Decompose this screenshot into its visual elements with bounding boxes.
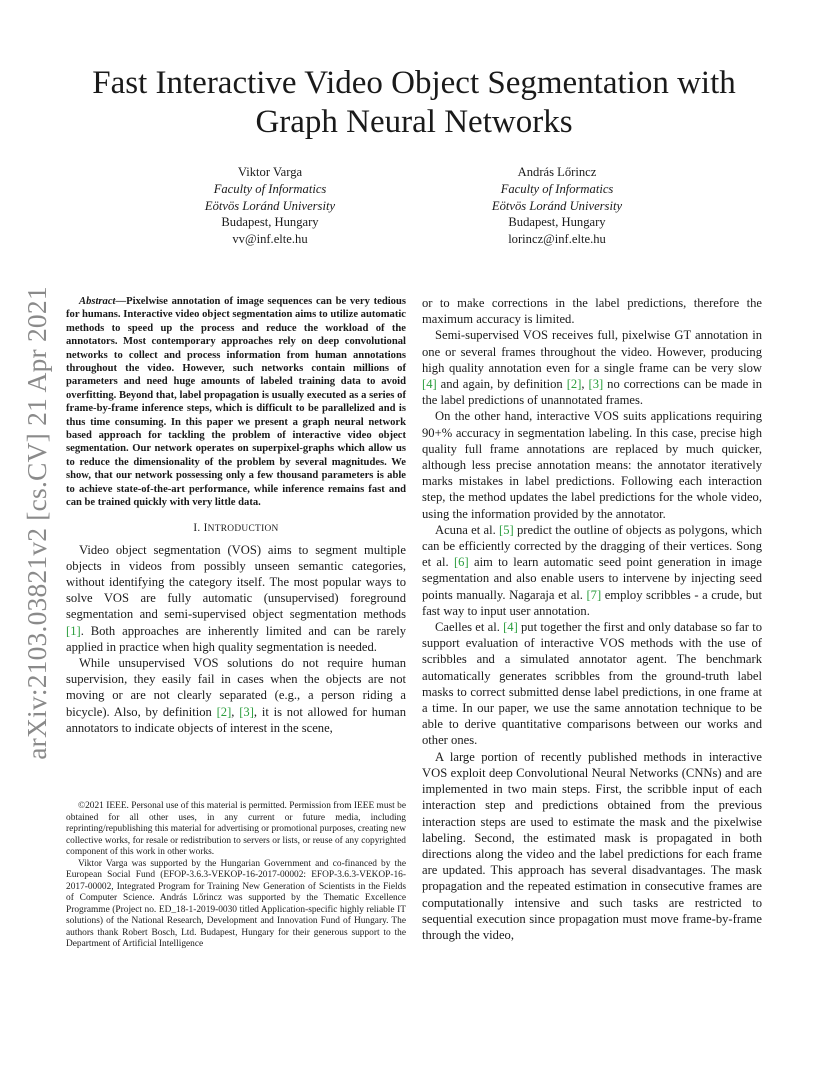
arxiv-sidebar [22,285,52,760]
text: no corrections can be made in the label predictions of unannotated frames. [422,377,762,408]
right-column [422,295,762,943]
author-faculty: Faculty of Informatics [500,181,614,196]
citation-link[interactable]: [5] [499,522,514,537]
intro-paragraph-5 [422,522,762,619]
text: While unsupervised VOS solutions do not require human supervision, they easily fail in cases when the objects are not moving or are not clearly separated (e.g., a person riding a bicycle). Also, by definition [66,655,406,719]
footnotes [66,801,406,951]
text: and again, by definition [436,377,567,392]
funding-note: Viktor Varga was supported by the Hungarian Government and co-financed by the European Social Fund (EFOP-3.6.3-VEKOP-16-2017-00002: EFOP-3.6.3-VEKOP-16-2017-00002, Integrated Program for Training New Generation of Scientists in the Fields of Computer Science. András Lőrincz was supported by the Thematic Excellence Programme (Project no. ED_18-1-2019-0030 titled Application-specific highly reliable IT solutions) of the National Research, Development and Innovation Fund of Hungary. The authors thank Robert Bosch, Ltd. Budapest, Hungary for their generous support to the Department of Artificial Intelligence [66,858,406,949]
citation-link[interactable]: [2] [216,704,232,719]
text: employ scribbles - a crude, but fast way to input user annotation. [422,587,762,618]
author-university: Eötvös Loránd University [491,198,623,213]
copyright-notice: ©2021 IEEE. Personal use of this material is permitted. Permission from IEEE must be obtained for all other uses, in any current or future media, including reprinting/republishing this material for advertising or promotional purposes, creating new collective works, for resale or redistribution to servers or lists, or reuse of any copyrighted component of this work in other works. [66,801,406,857]
abstract-label: Abstract [79,296,116,307]
text: Video object segmentation (VOS) aims to segment multiple objects in videos from possibly unseen semantic categories, without identifying the category itself. The most popular ways to solve VOS are fully automatic (unsupervised) foreground segmentation and semi-supervised object segmentation methods [66,542,406,622]
section-title-rest: NTRODUCTION [207,523,279,534]
text: . Both approaches are inherently limited and can be rarely applied in practice when high quality segmentation is needed. [66,623,406,654]
title-line-2: Graph Neural Networks [255,104,573,140]
left-column [66,295,406,736]
abstract [66,295,406,510]
author-block-2 [437,164,677,248]
citation-link[interactable]: [1] [66,623,81,638]
text: , it is not allowed for human annotators to indicate objects of interest in the scene, [66,704,407,735]
intro-paragraph-7: A large portion of recently published methods in interactive VOS exploit deep Convolutional Neural Networks (CNNs) and are implemented in two main steps. First, the scribble input of each interaction step and predictions obtained from the previous interaction steps are used to estimate the mask and the pixelwise labeling. Second, the estimated mask is propagated in both directions along the video and the label predictions for each frame are updated. This approach has several disadvantages. The mask propagation and the repeated estimation in consecutive frames are computationally intensive and such tasks are restricted to sequential execution since propagation must move frame-by-frame through the video, [422,749,762,942]
citation-link[interactable]: [6] [453,555,469,570]
citation-link[interactable]: [4] [422,377,437,392]
intro-paragraph-1 [66,542,406,655]
intro-paragraph-2 [66,655,406,736]
text: put together the first and only database so far to support evaluation of interactive VOS methods with the use of scribbles and a simulated annotator agent. The benchmark automatically generates scribbles from the ground-truth label masks to correct submitted dense label predictions, in one frame at a time. In our paper, we use the same annotation technique to be able to derive quantitative comparisons between our works and other ones. [422,620,762,748]
intro-paragraph-3 [422,327,762,408]
author-name: András Lőrincz [517,165,597,179]
abstract-dash: — [115,296,127,307]
section-initial: I [203,521,208,534]
citation-link[interactable]: [3] [588,377,604,392]
author-city: Budapest, Hungary [221,215,319,230]
author-email[interactable]: vv@inf.elte.hu [232,232,308,247]
author-block-1 [150,164,390,248]
section-heading-introduction [66,522,406,536]
author-email[interactable]: lorincz@inf.elte.hu [508,232,606,247]
author-faculty: Faculty of Informatics [213,181,327,196]
arxiv-identifier: arXiv:2103.03821v2 [cs.CV] 21 Apr 2021 [21,285,52,760]
text: aim to learn automatic seed point generation in image segmentation and also enable users to intervene by injecting seed points manually. Nagaraja et al. [422,555,762,602]
title-line-1: Fast Interactive Video Object Segmentation with [92,65,736,101]
text: , [231,704,240,719]
intro-paragraph-6 [422,619,762,749]
text: Caelles et al. [435,620,504,635]
citation-link[interactable]: [3] [239,704,254,719]
text: , [581,377,589,392]
author-name: Viktor Varga [237,165,303,179]
citation-link[interactable]: [2] [566,377,582,392]
citation-link[interactable]: [4] [503,620,518,635]
author-city: Budapest, Hungary [508,215,606,230]
section-number: I. [193,521,201,534]
text: Semi-supervised VOS receives full, pixelwise GT annotation in one or several frames throughout the video. However, producing high quality annotation even for a single frame can be very slow [422,328,762,375]
author-university: Eötvös Loránd University [204,198,336,213]
intro-paragraph-4: On the other hand, interactive VOS suits applications requiring 90+% accuracy in segmentation labeling. In this case, precise high quality full frame annotations are replaced by much quicker, although less precise annotation means: the annotator iteratively marks mistakes in label predictions. Following each interaction step, the method updates the label predictions for the whole video, using the information provided by the annotator. [422,409,762,521]
citation-link[interactable]: [7] [586,587,602,602]
abstract-text: Pixelwise annotation of image sequences can be very tedious for humans. Interactive video object segmentation aims to utilize automatic methods to speed up the process and reduce the workload of the annotators. Most contemporary approaches rely on deep convolutional networks to collect and process information from human annotations throughout the video. However, such networks contain millions of parameters and need huge amounts of labeled training data to avoid overfitting. Beyond that, label propagation is usually executed as a series of frame-by-frame inference steps, which is difficult to be parallelized and is thus time consuming. In this paper we present a graph neural network based approach for tackling the problem of interactive video object segmentation. Our network operates on superpixel-graphs which allow us to reduce the dimensionality of the problem by several magnitudes. We show, that our network possessing only a few thousand parameters is able to achieve state-of-the-art performance, while inference remains fast and can be trained quickly with very little data. [66,296,406,509]
paper-title [60,64,768,142]
text: Acuna et al. [435,522,500,537]
text: predict the outline of objects as polygons, which can be efficiently corrected by the dragging of their vertices. Song et al. [422,522,763,570]
intro-paragraph-continued: or to make corrections in the label predictions, therefore the maximum accuracy is limited. [422,296,762,327]
